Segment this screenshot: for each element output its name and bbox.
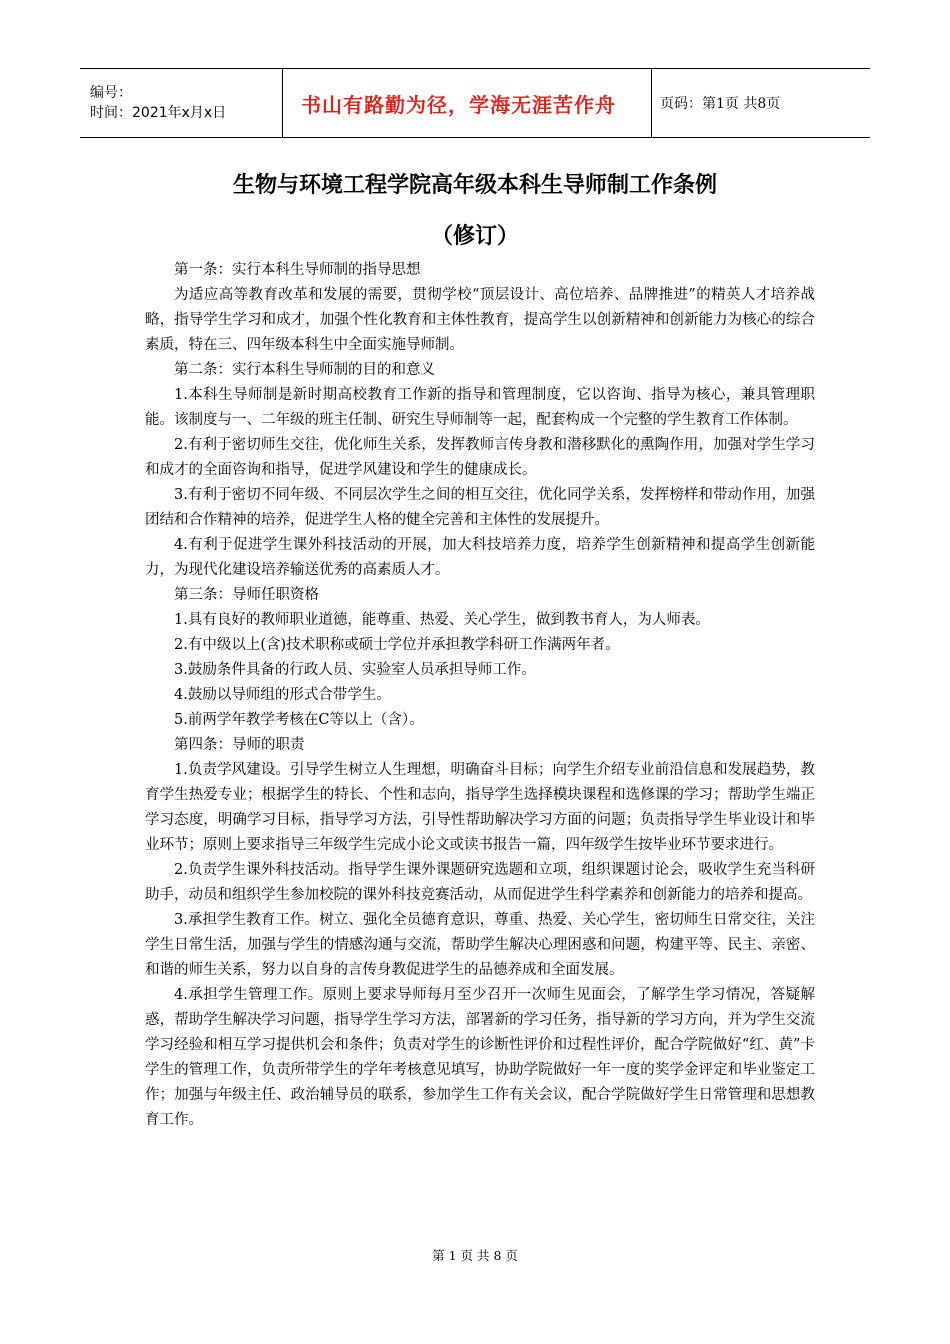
paragraph: 1.本科生导师制是新时期高校教育工作新的指导和管理制度，它以咨询、指导为核心，兼具管理职能。该制度与一、二年级的班主任制、研究生导师制等一起，配套构成一个完整的学生教育工作体制。 [145,387,815,428]
paragraph: 1.负责学风建设。引导学生树立人生理想，明确奋斗目标；向学生介绍专业前沿信息和发展趋势，教育学生热爱专业；根据学生的特长、个性和志向，指导学生选择模块课程和选修课的学习；帮助学生端正学习态度，明确学习目标，指导学习方法，引导性帮助解决学习方面的问题；负责指导学生毕业设计和毕业环节；原则上要求指导三年级学生完成小论文或读书报告一篇，四年级学生按毕业环节要求进行。 [145,762,815,853]
paragraph: 4.承担学生管理工作。原则上要求导师每月至少召开一次师生见面会，了解学生学习情况，答疑解惑，帮助学生解决学习问题，指导学生学习方法，部署新的学习任务，指导新的学习方向，并为学生交流学习经验和相互学习提供机会和条件；负责对学生的诊断性评价和过程性评价，配合学院做好“红、黄”卡学生的管理工作，负责所带学生的学年考核意见填写，协助学院做好一年一度的奖学金评定和毕业鉴定工作；加强与年级主任、政治辅导员的联系，参加学生工作有关会议，配合学院做好学生日常管理和思想教育工作。 [145,987,815,1128]
paragraph: 3.鼓励条件具备的行政人员、实验室人员承担导师工作。 [174,662,536,678]
paragraph: 2.有中级以上(含)技术职称或硕士学位并承担教学科研工作满两年者。 [174,637,620,653]
header-motto: 书山有路勤为径，学海无涯苦作舟 [282,69,652,137]
number-label: 编号： [90,85,132,101]
page-header [80,68,870,138]
paragraph: 3.有利于密切不同年级、不同层次学生之间的相互交往，优化同学关系，发挥榜样和带动作用，加强团结和合作精神的培养，促进学生人格的健全完善和主体性的发展提升。 [145,487,815,528]
document-subtitle: （修订） [430,224,519,249]
paragraph: 第四条：导师的职责 [174,737,305,753]
time-label: 时间：2021年x月x日 [90,105,227,121]
paragraph: 2.有利于密切师生交往，优化师生关系，发挥教师言传身教和潜移默化的熏陶作用，加强对学生学习和成才的全面咨询和指导，促进学风建设和学生的健康成长。 [145,437,815,478]
paragraph: 第一条：实行本科生导师制的指导思想 [174,262,421,278]
paragraph: 5.前两学年教学考核在C等以上（含）。 [174,712,424,728]
document-body [145,258,815,1133]
paragraph: 为适应高等教育改革和发展的需要，贯彻学校“顶层设计、高位培养、品牌推进”的精英人才培养战略，指导学生学习和成才，加强个性化教育和主体性教育，提高学生以创新精神和创新能力为核心的综合素质，特在三、四年级本科生中全面实施导师制。 [145,287,815,353]
document-title: 生物与环境工程学院高年级本科生导师制工作条例 [232,173,717,198]
page-footer: 第 1 页 共 8 页 [432,1248,518,1263]
paragraph: 2.负责学生课外科技活动。指导学生课外课题研究选题和立项，组织课题讨论会，吸收学生充当科研助手，动员和组织学生参加校院的课外科技竞赛活动，从而促进学生科学素养和创新能力的培养和提高。 [145,862,815,903]
paragraph: 3.承担学生教育工作。树立、强化全员德育意识，尊重、热爱、关心学生，密切师生日常交往，关注学生日常生活，加强与学生的情感沟通与交流，帮助学生解决心理困惑和问题，构建平等、民主、亲密、和谐的师生关系，努力以自身的言传身教促进学生的品德养成和全面发展。 [145,912,815,978]
header-page-label: 页码：第1页 共8页 [660,96,781,112]
paragraph: 1.具有良好的教师职业道德，能尊重、热爱、关心学生，做到教书育人，为人师表。 [174,612,710,628]
paragraph: 4.有利于促进学生课外科技活动的开展，加大科技培养力度，培养学生创新精神和提高学生创新能力，为现代化建设培养输送优秀的高素质人才。 [145,537,815,578]
header-meta [80,69,282,137]
paragraph: 第二条：实行本科生导师制的目的和意义 [174,362,435,378]
paragraph: 4.鼓励以导师组的形式合带学生。 [174,687,391,703]
paragraph: 第三条：导师任职资格 [174,587,319,603]
